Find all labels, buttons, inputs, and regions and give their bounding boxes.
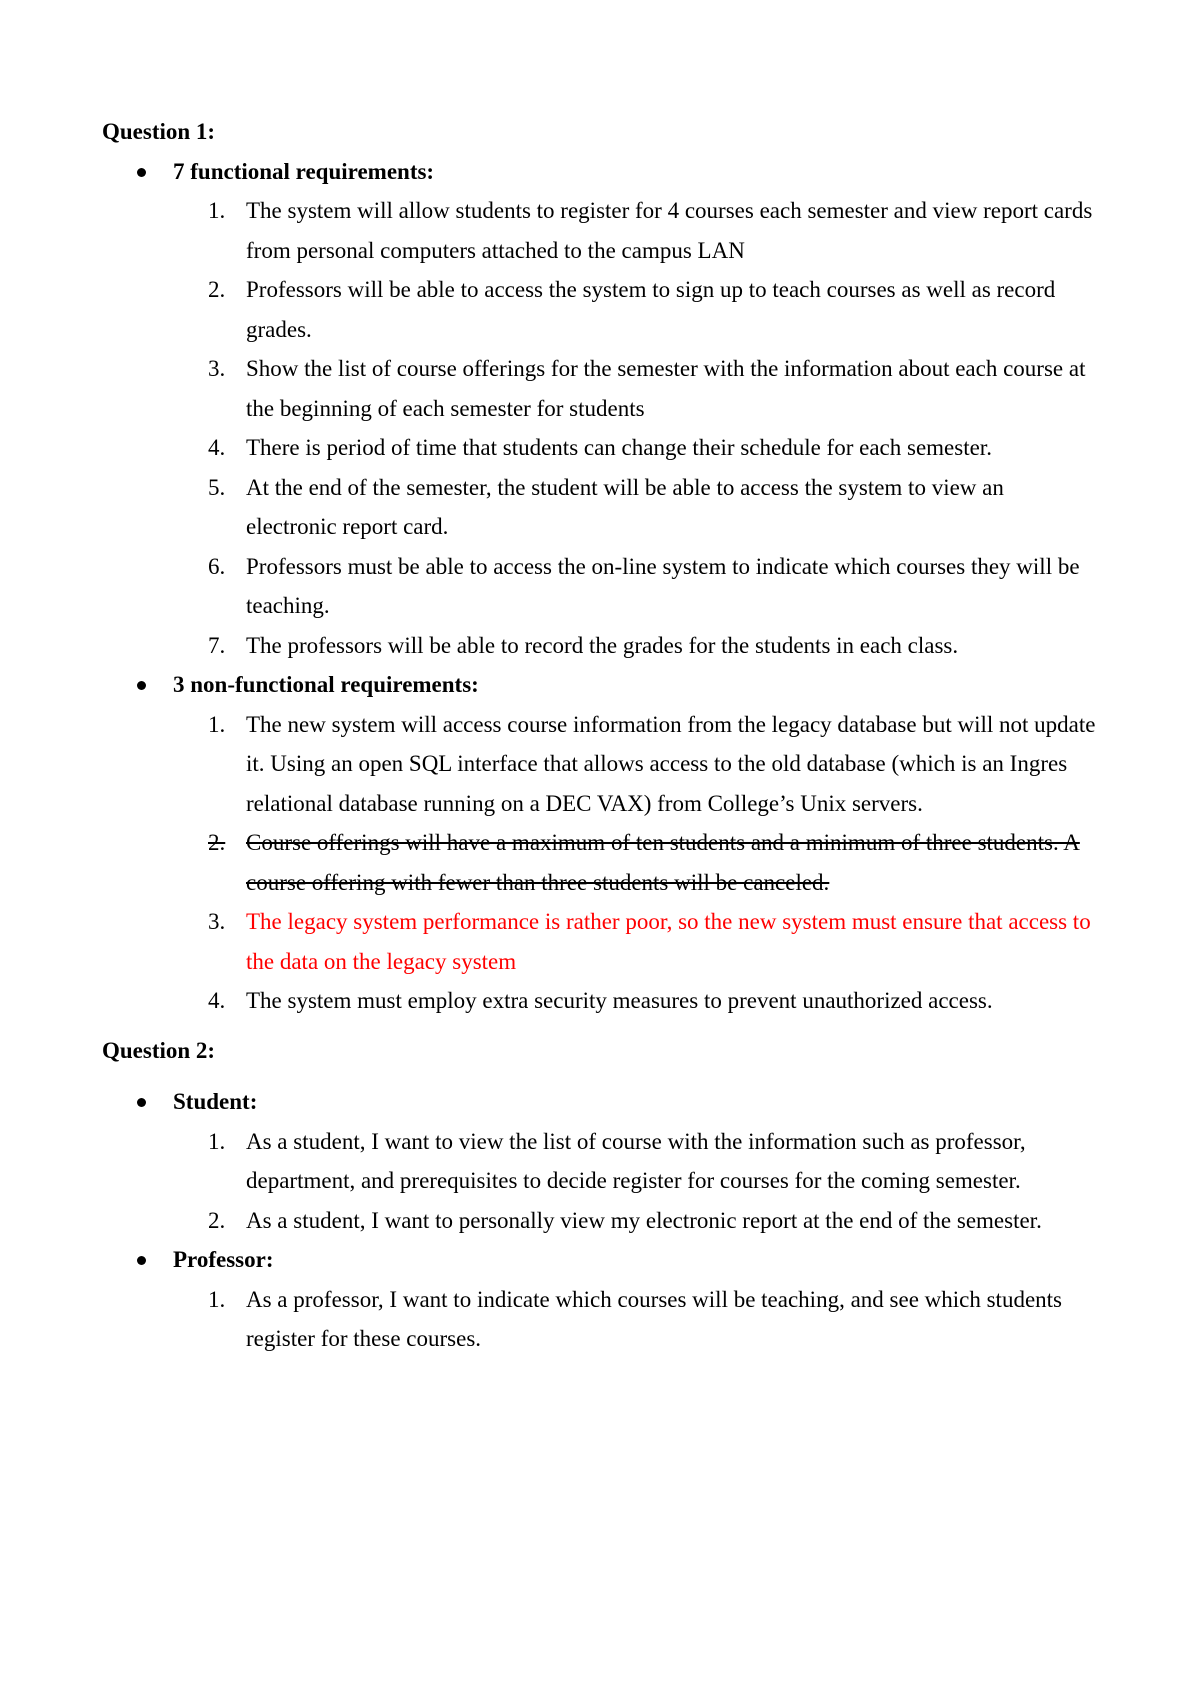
list-item xyxy=(102,1122,1096,1201)
list-item-number: 5. xyxy=(208,474,226,500)
list-item-number: 7. xyxy=(208,632,226,658)
professor-heading xyxy=(102,1240,1102,1280)
nonfunctional-requirements-section xyxy=(102,665,1102,1021)
list-item xyxy=(102,705,1096,824)
list-item-text: As a professor, I want to indicate which courses will be teaching, and see which students register for these courses. xyxy=(246,1286,1062,1351)
list-item xyxy=(102,468,1096,547)
list-item xyxy=(102,191,1096,270)
document-content xyxy=(102,112,1102,1359)
list-item xyxy=(102,626,1096,666)
professor-heading-text: Professor: xyxy=(173,1247,274,1272)
list-item-number: 1. xyxy=(208,1128,226,1154)
professor-stories-list xyxy=(102,1280,1102,1359)
functional-heading-text: 7 functional requirements: xyxy=(173,158,435,184)
functional-requirements-heading xyxy=(102,152,1102,192)
list-item-number: 1. xyxy=(208,1286,226,1312)
bullet-icon xyxy=(137,1256,146,1265)
list-item xyxy=(102,547,1096,626)
list-item-text: At the end of the semester, the student will be able to access the system to view an electronic report card. xyxy=(246,474,1004,539)
nonfunctional-heading-text: 3 non-functional requirements: xyxy=(173,672,479,697)
functional-requirements-list xyxy=(102,191,1102,665)
list-item-number: 4. xyxy=(208,435,226,460)
list-item-text: There is period of time that students can change their schedule for each semester. xyxy=(246,435,992,460)
list-item xyxy=(102,428,1096,468)
list-item-text: The new system will access course information from the legacy database but will not update it. Using an open SQL interface that allows access to the old database (which is an Ingres relational database running on a DEC VAX) from College’s Unix servers. xyxy=(246,711,1096,816)
functional-requirements-section xyxy=(102,152,1102,666)
list-item-text: Show the list of course offerings for the semester with the information about each course at the beginning of each semester for students xyxy=(246,356,1086,421)
student-heading-text: Student: xyxy=(173,1089,258,1114)
list-item xyxy=(102,981,1096,1021)
list-item-number: 6. xyxy=(208,553,226,579)
bullet-icon xyxy=(137,168,146,177)
list-item xyxy=(102,1201,1096,1241)
list-item-text: The legacy system performance is rather poor, so the new system must ensure that access to the data on the legacy system xyxy=(246,909,1091,974)
list-item-number: 2. xyxy=(208,277,226,302)
list-item-highlighted xyxy=(102,902,1096,981)
question-1-title: Question 1: xyxy=(102,119,216,144)
student-section xyxy=(102,1082,1102,1240)
list-item-text: As a student, I want to view the list of course with the information such as professor, department, and prerequisites to decide register for courses for the coming semester. xyxy=(246,1128,1026,1193)
list-item-text: Professors will be able to access the system to sign up to teach courses as well as record grades. xyxy=(246,277,1056,342)
list-item xyxy=(102,270,1096,349)
list-item-number: 3. xyxy=(208,356,226,381)
list-item-number: 4. xyxy=(208,988,226,1013)
list-item-text: The system must employ extra security measures to prevent unauthorized access. xyxy=(246,988,993,1013)
list-item-number: 2. xyxy=(208,830,226,855)
list-item-number: 1. xyxy=(208,198,226,223)
list-item xyxy=(102,1280,1096,1359)
list-item-number: 3. xyxy=(208,909,226,934)
question-2-title: Question 2: xyxy=(102,1037,216,1063)
list-item-text: The professors will be able to record the grades for the students in each class. xyxy=(246,632,959,658)
student-heading xyxy=(102,1082,1102,1122)
nonfunctional-requirements-list xyxy=(102,705,1102,1021)
list-item-text: As a student, I want to personally view my electronic report at the end of the semester. xyxy=(246,1207,1042,1233)
list-item-struck xyxy=(102,823,1096,902)
list-item xyxy=(102,349,1096,428)
bullet-icon xyxy=(137,1098,146,1107)
list-item-number: 1. xyxy=(208,711,226,737)
nonfunctional-requirements-heading xyxy=(102,665,1102,705)
student-stories-list xyxy=(102,1122,1102,1241)
professor-section xyxy=(102,1240,1102,1359)
list-item-text: Professors must be able to access the on-line system to indicate which courses they will be teaching. xyxy=(246,553,1080,618)
bullet-icon xyxy=(137,681,146,690)
list-item-number: 2. xyxy=(208,1207,226,1233)
list-item-text: The system will allow students to register for 4 courses each semester and view report cards from personal computers attached to the campus LAN xyxy=(246,198,1093,263)
list-item-text: Course offerings will have a maximum of ten students and a minimum of three students. A course offering with fewer than three students will be canceled. xyxy=(246,830,1080,895)
